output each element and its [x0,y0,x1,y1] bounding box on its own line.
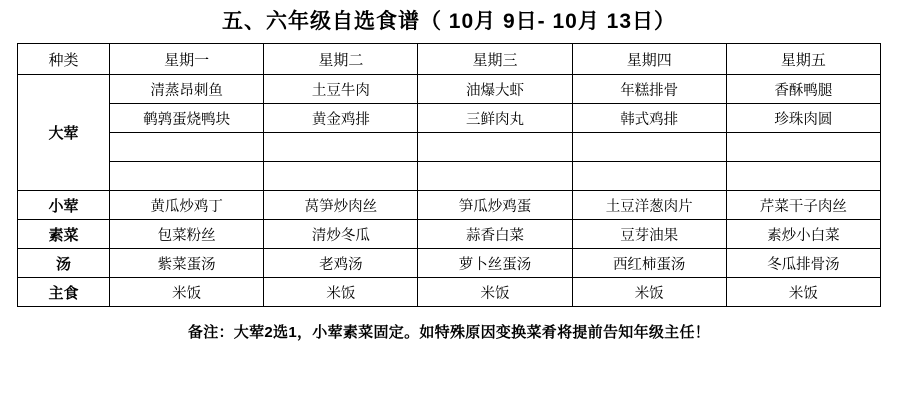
menu-cell: 米饭 [264,278,418,307]
column-header-thursday: 星期四 [572,44,726,75]
menu-cell: 冬瓜排骨汤 [726,249,880,278]
menu-cell: 黄金鸡排 [264,104,418,133]
menu-cell: 包菜粉丝 [110,220,264,249]
table-row [18,162,881,191]
menu-cell: 鹌鹑蛋烧鸭块 [110,104,264,133]
menu-cell-empty [264,133,418,162]
menu-cell-empty [572,133,726,162]
column-header-tuesday: 星期二 [264,44,418,75]
menu-cell: 老鸡汤 [264,249,418,278]
menu-cell: 香酥鸭腿 [726,75,880,104]
column-header-friday: 星期五 [726,44,880,75]
menu-cell-empty [572,162,726,191]
menu-cell: 素炒小白菜 [726,220,880,249]
page-title: 五、六年级自选食谱（ 10月 9日- 10月 13日） [221,10,677,33]
menu-cell: 蒜香白菜 [418,220,572,249]
menu-cell-empty [726,133,880,162]
row-category-da-hun: 大荤 [18,75,110,191]
column-header-wednesday: 星期三 [418,44,572,75]
table-row [18,220,881,249]
table-row [18,104,881,133]
menu-cell: 芹菜干子肉丝 [726,191,880,220]
menu-cell-empty [264,162,418,191]
menu-cell: 豆芽油果 [572,220,726,249]
menu-cell: 土豆牛肉 [264,75,418,104]
table-row [18,278,881,307]
row-category-su-cai: 素菜 [18,220,110,249]
menu-cell-empty [418,162,572,191]
menu-cell: 韩式鸡排 [572,104,726,133]
menu-cell-empty [110,133,264,162]
menu-cell: 清蒸昂刺鱼 [110,75,264,104]
table-row [18,191,881,220]
menu-cell: 莴笋炒肉丝 [264,191,418,220]
table-row [18,133,881,162]
menu-cell: 萝卜丝蛋汤 [418,249,572,278]
menu-cell: 清炒冬瓜 [264,220,418,249]
column-header-monday: 星期一 [110,44,264,75]
menu-cell: 年糕排骨 [572,75,726,104]
row-category-zhu-shi: 主食 [18,278,110,307]
menu-cell: 米饭 [572,278,726,307]
weekly-menu-table [17,43,881,307]
menu-cell: 黄瓜炒鸡丁 [110,191,264,220]
menu-cell: 米饭 [110,278,264,307]
menu-cell: 米饭 [726,278,880,307]
column-header-category: 种类 [18,44,110,75]
row-category-xiao-hun: 小荤 [18,191,110,220]
menu-cell: 三鲜肉丸 [418,104,572,133]
menu-cell-empty [726,162,880,191]
menu-cell: 油爆大虾 [418,75,572,104]
menu-cell-empty [418,133,572,162]
table-header-row [18,44,881,75]
row-category-tang: 汤 [18,249,110,278]
table-row [18,75,881,104]
menu-cell: 珍珠肉圆 [726,104,880,133]
menu-cell: 米饭 [418,278,572,307]
footer-note: 备注：大荤2选1，小荤素菜固定。如特殊原因变换菜肴将提前告知年级主任！ [187,324,711,342]
menu-cell-empty [110,162,264,191]
menu-cell: 笋瓜炒鸡蛋 [418,191,572,220]
table-row [18,249,881,278]
menu-cell: 土豆洋葱肉片 [572,191,726,220]
menu-cell: 西红柿蛋汤 [572,249,726,278]
menu-cell: 紫菜蛋汤 [110,249,264,278]
